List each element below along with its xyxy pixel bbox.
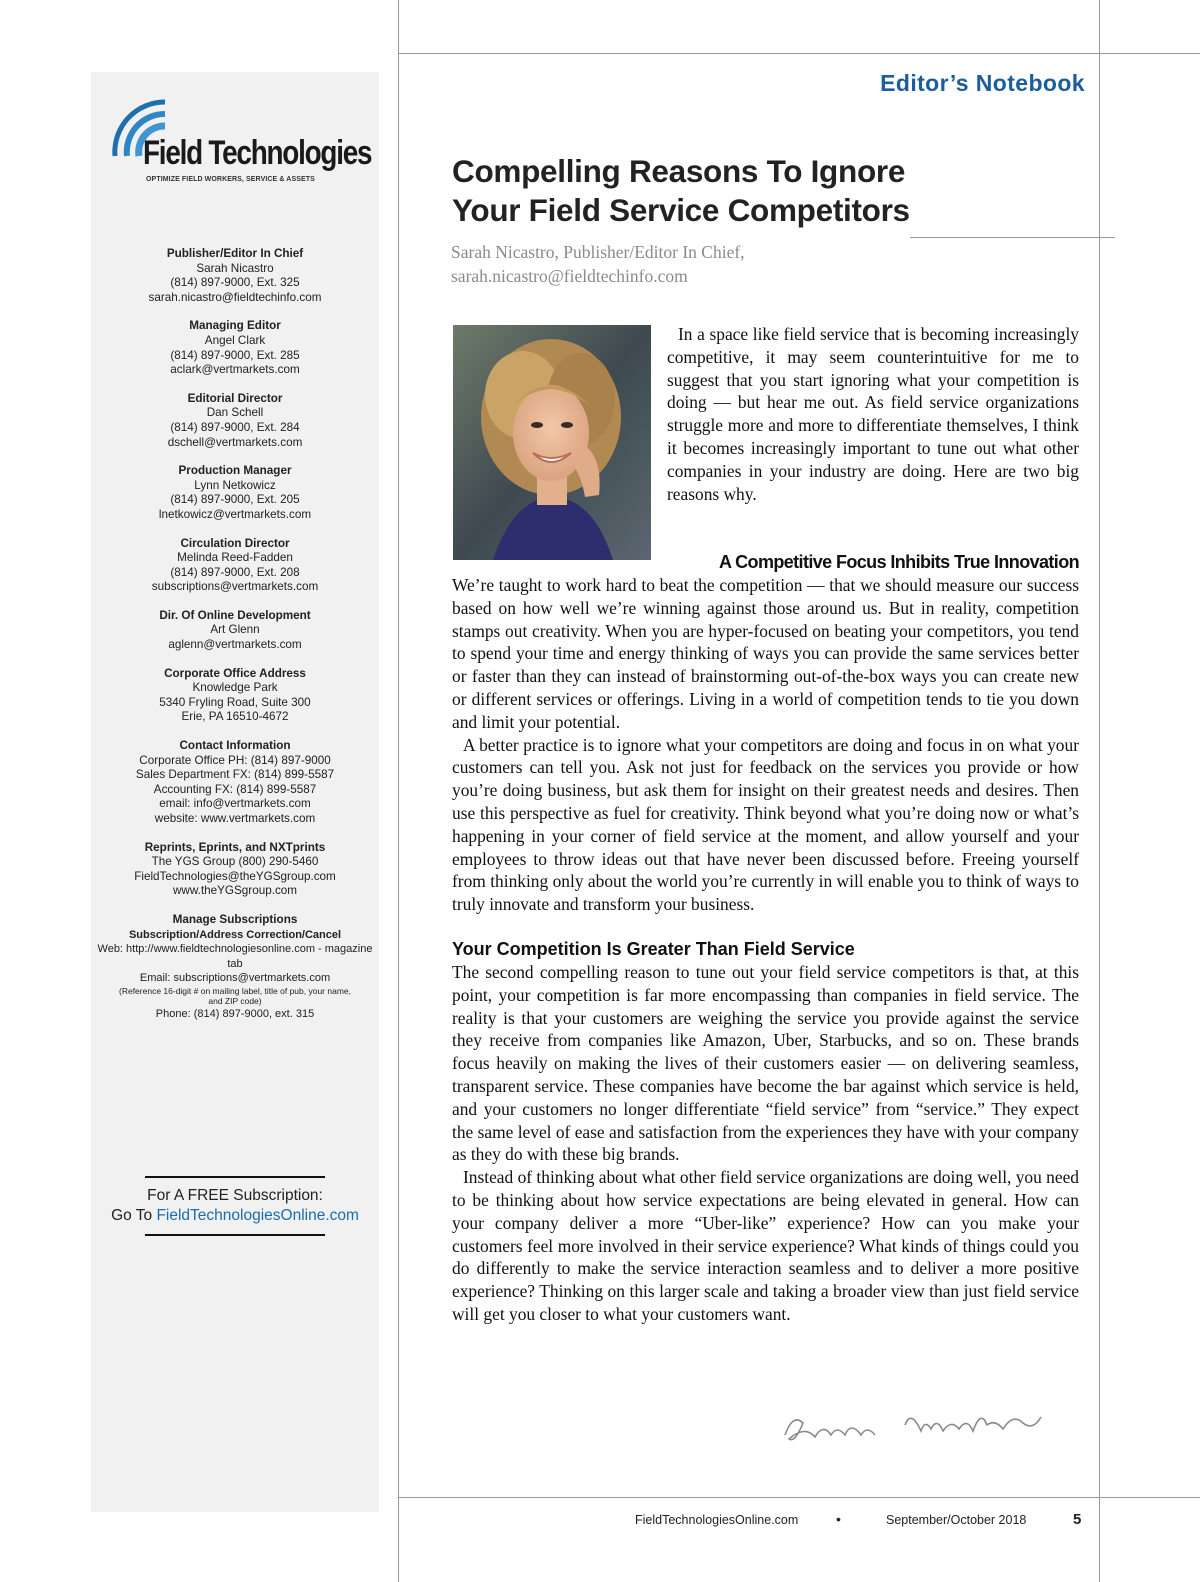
free-subscription-box xyxy=(91,1176,379,1236)
contact-information xyxy=(91,739,379,827)
field-technologies-logo xyxy=(109,96,372,186)
staff-role: Editorial Director xyxy=(187,391,283,405)
staff-line: 5340 Fryling Road, Suite 300 xyxy=(159,695,311,709)
staff-role: Circulation Director xyxy=(180,536,290,550)
staff-line: Dan Schell xyxy=(206,406,264,420)
subscription-prefix: Go To xyxy=(111,1207,157,1224)
staff-publisher xyxy=(91,247,379,305)
manage-title: Manage Subscriptions xyxy=(172,912,298,926)
staff-production-manager xyxy=(91,464,379,522)
staff-line: aclark@vertmarkets.com xyxy=(170,363,300,377)
reprints-info xyxy=(91,841,379,899)
title-rule xyxy=(910,237,1115,238)
staff-line: lnetkowicz@vertmarkets.com xyxy=(158,507,312,521)
corporate-office-address xyxy=(91,667,379,725)
staff-role: Reprints, Eprints, and NXTprints xyxy=(144,840,326,854)
staff-line: (814) 897-9000, Ext. 205 xyxy=(170,493,300,507)
staff-line: Corporate Office PH: (814) 897-9000 xyxy=(139,753,331,767)
footer-bullet: • xyxy=(836,1511,841,1527)
staff-line: Sarah Nicastro xyxy=(196,261,274,275)
staff-line: (814) 897-9000, Ext. 285 xyxy=(170,348,300,362)
staff-line: aglenn@vertmarkets.com xyxy=(168,638,302,652)
article-title xyxy=(452,152,1112,230)
staff-role: Production Manager xyxy=(178,464,292,478)
manage-subscriptions xyxy=(91,913,379,1022)
staff-line: Accounting FX: (814) 899-5587 xyxy=(153,782,317,796)
divider xyxy=(145,1234,325,1236)
staff-line: (814) 897-9000, Ext. 208 xyxy=(170,565,300,579)
paragraph-2: A better practice is to ignore what your competitors are doing and focus in on what your customers can tell you. Ask not just for feedback on the services you provide or how you’re doing business, but ask them for insight on their greatest needs and desires. Then use this perspective as fuel for creativity. Think beyond what you’re doing now or what’s happening in your corner of field service at the moment, and allow yourself and your employees to throw ideas out that have never been discussed before. Freeing yourself from thinking only about the world you’re currently in will enable you to think of ways to truly innovate and transform your business. xyxy=(452,734,1079,915)
footer-issue: September/October 2018 xyxy=(886,1513,1027,1527)
staff-line: Angel Clark xyxy=(204,333,266,347)
staff-line: Knowledge Park xyxy=(192,681,278,695)
author-photo xyxy=(453,325,651,560)
manage-note: (Reference 16-digit # on mailing label, title of pub, your name, and ZIP code) xyxy=(119,985,351,1007)
manage-subtitle: Subscription/Address Correction/Cancel xyxy=(128,928,342,941)
staff-role: Managing Editor xyxy=(189,319,281,333)
left-column-rule xyxy=(398,0,399,1582)
paragraph-1: We’re taught to work hard to beat the competition — that we should measure our success based on how well we’re winning against those around us. But in reality, competition stamps out creativity. When you are hyper-focused on beating your competitors, you tend to spend your time and energy thinking of ways you can provide the same services better or faster than they can instead of brainstorming out-of-the-box ways you can create new or different services or offerings. Living in a world of competition tends to tie you down and limit your potential. xyxy=(452,575,1079,732)
footer-rule xyxy=(398,1497,1200,1498)
intro-paragraph: In a space like field service that is becoming increasingly competitive, it may seem counterintuitive for me to suggest that you start ignoring what your competition is doing — but hear me out. As field service organizations struggle more and more to differentiate themselves, I think it becomes increasingly important to tune out what other companies in your industry are doing. Here are two big reasons why. xyxy=(667,324,1079,504)
title-line-2: Your Field Service Competitors xyxy=(452,192,910,228)
staff-managing-editor xyxy=(91,319,379,377)
manage-phone: Phone: (814) 897-9000, ext. 315 xyxy=(155,1007,315,1020)
top-rule xyxy=(398,53,1200,54)
staff-line: email: info@vertmarkets.com xyxy=(159,797,311,811)
paragraph-3: The second compelling reason to tune out your field service competitors is that, at this point, your competition is far more encompassing than companies in field service. The reality is that your customers are weighing the service you provide against the service they receive from companies like Amazon, Uber, Starbucks, and so on. These brands focus heavily on making the lives of their customers easier — on delivering seamless, transparent service. These companies have become the bar against which service is held, and your customers no longer differentiate “field service” from “service.” They expect the same level of ease and satisfaction from the experiences they have with your company as they do with these big brands. xyxy=(452,961,1079,1165)
manage-email: Email: subscriptions@vertmarkets.com xyxy=(139,972,331,985)
paragraph-4: Instead of thinking about what other field service organizations are doing well, you need to be thinking about how service expectations are being elevated in general. How can your company deliver a more “Uber-like” experience? How can you make your customers feel more involved in their service experience? What kinds of things could you do differently to make the service interaction seamless and to deliver a more positive experience? Thinking on this larger scale and taking a broader view than just field service will get you closer to what your customers want. xyxy=(452,1167,1079,1324)
staff-line: FieldTechnologies@theYGSgroup.com xyxy=(134,869,336,883)
staff-role: Dir. Of Online Development xyxy=(159,608,311,622)
staff-line: sarah.nicastro@fieldtechinfo.com xyxy=(148,290,322,304)
byline-email: sarah.nicastro@fieldtechinfo.com xyxy=(451,265,688,286)
heading-competition: Your Competition Is Greater Than Field Service xyxy=(452,938,855,959)
staff-line: subscriptions@vertmarkets.com xyxy=(151,580,319,594)
article-intro xyxy=(667,323,1079,505)
staff-editorial-director xyxy=(91,392,379,450)
section-label: Editor’s Notebook xyxy=(880,70,1085,96)
subscription-prompt: For A FREE Subscription: xyxy=(147,1187,323,1204)
divider xyxy=(145,1176,325,1178)
staff-listing xyxy=(91,247,379,1036)
heading-innovation: A Competitive Focus Inhibits True Innovation xyxy=(719,552,1079,572)
article-body xyxy=(452,550,1079,1326)
byline-author: Sarah Nicastro, Publisher/Editor In Chief, xyxy=(451,242,745,262)
staff-role: Corporate Office Address xyxy=(164,666,306,680)
staff-line: (814) 897-9000, Ext. 284 xyxy=(170,420,300,434)
byline xyxy=(451,241,745,288)
logo-tagline: OPTIMIZE FIELD WORKERS, SERVICE & ASSETS xyxy=(146,176,315,183)
staff-line: website: www.vertmarkets.com xyxy=(154,812,316,825)
title-line-1: Compelling Reasons To Ignore xyxy=(452,153,906,189)
staff-line: Lynn Netkowicz xyxy=(194,478,276,492)
subscription-link[interactable]: FieldTechnologiesOnline.com xyxy=(156,1207,359,1224)
author-signature xyxy=(775,1395,1055,1455)
footer-site: FieldTechnologiesOnline.com xyxy=(635,1513,799,1527)
manage-web: Web: http://www.fieldtechnologiesonline.com - magazine tab xyxy=(97,943,373,970)
logo-wordmark: Field Technologies xyxy=(143,134,372,172)
staff-line: dschell@vertmarkets.com xyxy=(167,435,303,449)
page-number: 5 xyxy=(1073,1511,1082,1528)
staff-online-development xyxy=(91,609,379,653)
staff-role: Publisher/Editor In Chief xyxy=(166,247,304,260)
staff-line: The YGS Group (800) 290-5460 xyxy=(151,855,319,869)
staff-role: Contact Information xyxy=(179,739,291,753)
staff-line: Sales Department FX: (814) 899-5587 xyxy=(135,768,335,782)
staff-line: Erie, PA 16510-4672 xyxy=(181,710,289,724)
staff-circulation-director xyxy=(91,537,379,595)
staff-line: Melinda Reed-Fadden xyxy=(177,551,293,565)
subscription-go-to xyxy=(91,1206,379,1226)
staff-line: www.theYGSgroup.com xyxy=(172,884,298,898)
staff-line: (814) 897-9000, Ext. 325 xyxy=(170,276,300,290)
masthead-sidebar xyxy=(91,72,379,1512)
staff-line: Art Glenn xyxy=(210,623,260,637)
